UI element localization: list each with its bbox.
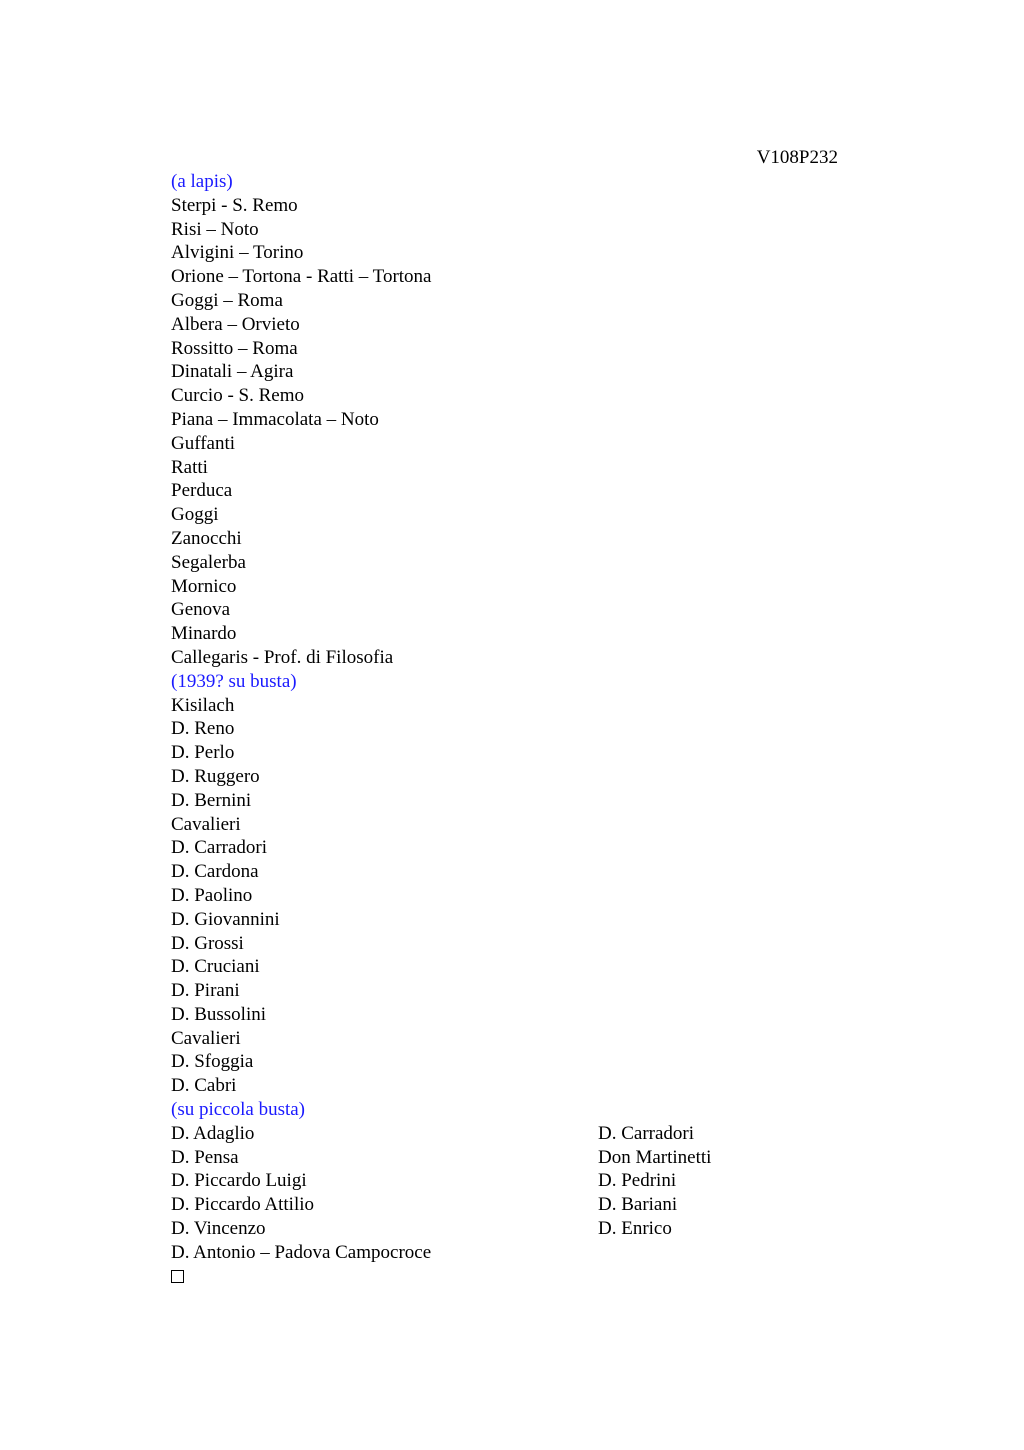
- note-piccola-busta: (su piccola busta): [171, 1099, 306, 1121]
- list-item: Don Martinetti: [598, 1146, 712, 1168]
- list-item: D. Piccardo Luigi: [171, 1170, 307, 1192]
- list-item: D. Sfoggia: [171, 1051, 254, 1073]
- document-body: [171, 170, 871, 1288]
- page-id: V108P232: [756, 147, 838, 168]
- list-item: D. Ruggero: [171, 765, 260, 787]
- list-item: Callegaris - Prof. di Filosofia: [171, 646, 394, 668]
- list-item: Dinatali – Agira: [171, 361, 294, 383]
- list-item: D. Bernini: [171, 789, 252, 811]
- list-item: D. Vincenzo: [171, 1218, 266, 1240]
- list-item: D. Carradori: [171, 837, 268, 859]
- list-item: D. Reno: [171, 718, 235, 740]
- list-item: D. Antonio – Padova Campocroce: [171, 1241, 432, 1263]
- list-c-left: [171, 1122, 598, 1265]
- list-item: Perduca: [171, 480, 233, 502]
- list-item: D. Paolino: [171, 884, 253, 906]
- list-item: D. Grossi: [171, 932, 244, 954]
- list-item: Goggi: [171, 504, 219, 526]
- list-item: D. Bussolini: [171, 1003, 267, 1025]
- list-item: Ratti: [171, 456, 208, 478]
- list-item: D. Carradori: [598, 1122, 695, 1144]
- list-item: D. Pensa: [171, 1146, 239, 1168]
- list-item: Guffanti: [171, 432, 236, 454]
- list-item: D. Cabri: [171, 1075, 237, 1097]
- list-item: D. Piccardo Attilio: [171, 1194, 315, 1216]
- list-item: Rossitto – Roma: [171, 337, 298, 359]
- list-item: Piana – Immacolata – Noto: [171, 408, 379, 430]
- list-a: [171, 194, 871, 670]
- list-item: Cavalieri: [171, 1027, 241, 1049]
- list-item: Risi – Noto: [171, 218, 259, 240]
- list-item: Kisilach: [171, 694, 235, 716]
- list-item: D. Adaglio: [171, 1122, 255, 1144]
- list-item: Sterpi - S. Remo: [171, 194, 298, 216]
- list-item: Minardo: [171, 623, 237, 645]
- list-item: D. Giovannini: [171, 908, 280, 930]
- list-item: Goggi – Roma: [171, 289, 283, 311]
- list-item: D. Bariani: [598, 1194, 678, 1216]
- list-item: D. Pedrini: [598, 1170, 677, 1192]
- note-busta: (1939? su busta): [171, 670, 297, 692]
- list-item: Mornico: [171, 575, 237, 597]
- list-item: D. Cruciani: [171, 956, 260, 978]
- list-item: D. Cardona: [171, 861, 259, 883]
- list-item: Cavalieri: [171, 813, 241, 835]
- list-item: Curcio - S. Remo: [171, 385, 304, 407]
- list-item: D. Perlo: [171, 742, 235, 764]
- list-item: Segalerba: [171, 551, 246, 573]
- list-item: Zanocchi: [171, 527, 242, 549]
- checkbox-icon: [171, 1270, 184, 1283]
- list-item: Orione – Tortona - Ratti – Tortona: [171, 266, 432, 288]
- list-b: [171, 694, 871, 1099]
- list-item: D. Enrico: [598, 1218, 672, 1240]
- note-lapis: (a lapis): [171, 171, 233, 192]
- list-c-right: [598, 1122, 858, 1265]
- checkbox-row: [171, 1265, 871, 1289]
- list-item: Genova: [171, 599, 231, 621]
- list-item: Albera – Orvieto: [171, 313, 300, 335]
- two-column-list: [171, 1122, 871, 1265]
- list-item: D. Pirani: [171, 980, 240, 1002]
- list-item: Alvigini – Torino: [171, 242, 304, 264]
